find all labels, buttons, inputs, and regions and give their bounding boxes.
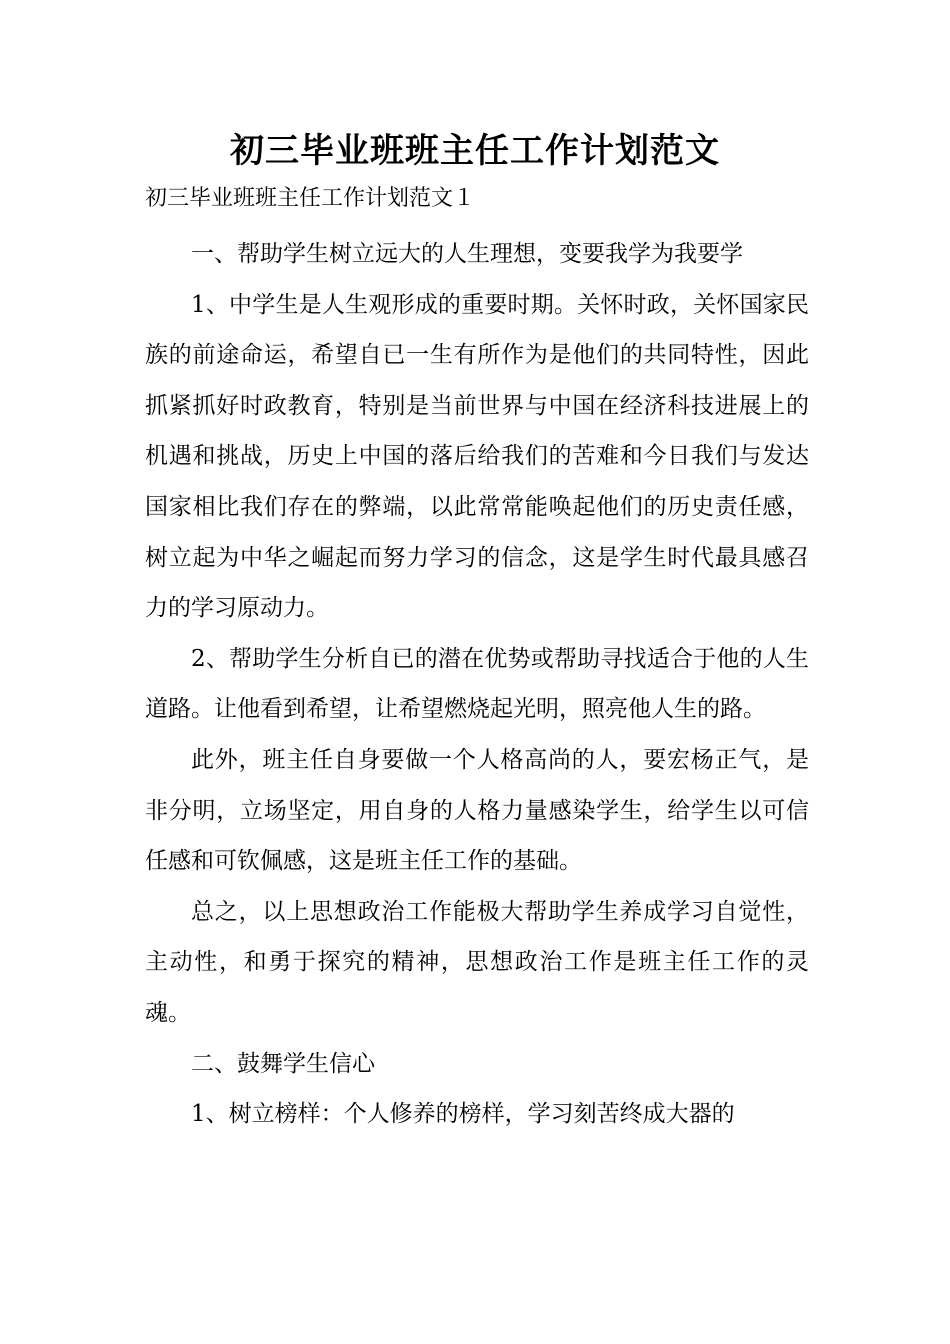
document-body [145, 229, 809, 1140]
section-heading-2: 二、鼓舞学生信心 [191, 1050, 375, 1077]
section-heading-1: 一、帮助学生树立远大的人生理想，变要我学为我要学 [191, 241, 743, 267]
paragraph-3: 此外，班主任自身要做一个人格高尚的人，要宏杨正气，是非分明，立场坚定，用自身的人格力量感染学生，给学生以可信任感和可钦佩感，这是班主任工作的基础。 [145, 746, 809, 875]
document-subtitle: 初三毕业班班主任工作计划范文１ [145, 186, 476, 211]
paragraph-5: 1、树立榜样：个人修养的榜样，学习刻苦终成大器的 [191, 1101, 735, 1128]
paragraph-1: 1、中学生是人生观形成的重要时期。关怀时政，关怀国家民族的前途命运，希望自已一生有所作为是他们的共同特性，因此抓紧抓好时政教育，特别是当前世界与中国在经济科技进展上的机遇和挑战，历史上中国的落后给我们的苦难和今日我们与发达国家相比我们存在的弊端，以此常常能唤起他们的历史责任感，树立起为中华之崛起而努力学习的信念，这是学生时代最具感召力的学习原动力。 [145, 291, 809, 622]
paragraph-4: 总之，以上思想政治工作能极大帮助学生养成学习自觉性，主动性，和勇于探究的精神，思想政治工作是班主任工作的灵魂。 [145, 898, 809, 1026]
document-title: 初三毕业班班主任工作计划范文 [230, 131, 720, 171]
paragraph-2: 2、帮助学生分析自已的潜在优势或帮助寻找适合于他的人生道路。让他看到希望，让希望燃烧起光明，照亮他人生的路。 [145, 645, 809, 723]
